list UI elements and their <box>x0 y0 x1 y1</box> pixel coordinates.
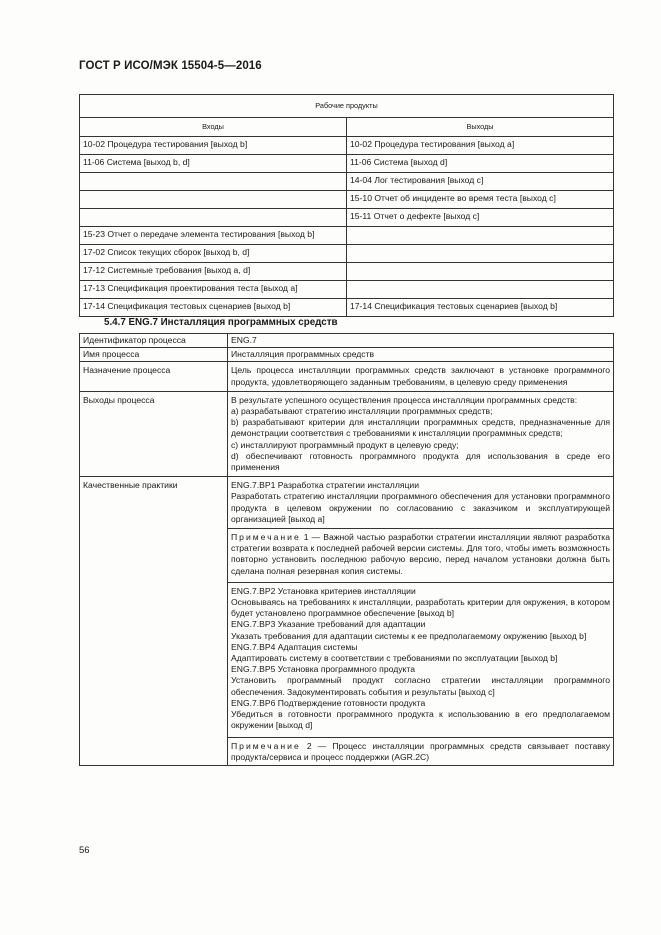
bp4-title: ENG.7.BP4 Адаптация системы <box>231 641 358 652</box>
input-cell <box>80 209 347 227</box>
bp6-title: ENG.7.BP6 Подтверждение готовности продукта <box>231 697 426 708</box>
table-row <box>80 245 614 263</box>
document-header: ГОСТ Р ИСО/МЭК 15504-5—2016 <box>79 60 262 72</box>
input-cell: 15-23 Отчет о передаче элемента тестирования [выход b] <box>80 227 347 245</box>
outcome-item: b) разрабатывают критерии для инсталляции программных средств, предназначенные для демонстрации соответствия с требованиями к инсталляции программных средств; <box>231 417 610 439</box>
input-cell: 17-13 Спецификация проектирования теста [выход a] <box>80 281 347 299</box>
input-cell <box>80 173 347 191</box>
bp5-text: Установить программный продукт согласно стратегии инсталляции программного обеспечения. Задокументировать события и результаты [выход c] <box>231 675 610 697</box>
process-outcomes-label: Выходы процесса <box>80 391 228 476</box>
outcome-item: d) обеспечивают готовность программного продукта для использования в среде его применения <box>231 450 610 473</box>
table-row <box>80 391 614 476</box>
input-cell: 17-02 Список текущих сборок [выход b, d] <box>80 245 347 263</box>
input-cell: 17-12 Системные требования [выход a, d] <box>80 263 347 281</box>
output-cell: 15-10 Отчет об инциденте во время теста [выход c] <box>347 191 614 209</box>
output-cell: 11-06 Система [выход d] <box>347 155 614 173</box>
output-cell <box>347 263 614 281</box>
table-row <box>80 281 614 299</box>
table-row <box>80 348 614 362</box>
table-row <box>80 334 614 348</box>
page-number: 56 <box>79 845 90 856</box>
outcome-item: c) инсталлируют программный продукт в целевую среду; <box>231 439 459 450</box>
note-1-text: 1 — Важной частью разработки стратегии инсталляции являют разработка стратегии возврата к последней рабочей версии системы. Для того, чтобы иметь возможность повторно установить последнюю рабочую версию, перед началом установки должна быть сделана полная резервная копия системы. <box>231 532 610 576</box>
outcome-item: a) разрабатывают стратегию инсталляции программных средств; <box>231 406 493 417</box>
output-cell <box>347 227 614 245</box>
output-cell: 15-11 Отчет о дефекте [выход c] <box>347 209 614 227</box>
process-outcomes-cell <box>228 391 614 476</box>
table-row <box>80 191 614 209</box>
process-table <box>79 333 614 766</box>
bp4-text: Адаптировать систему в соответствии с требованиями по эксплуатации [выход b] <box>231 653 558 664</box>
work-products-table <box>79 94 614 317</box>
table-row <box>80 362 614 391</box>
base-practices-cell <box>228 477 614 766</box>
table-row <box>80 299 614 317</box>
output-cell <box>347 281 614 299</box>
base-practices-label: Качественные практики <box>80 477 228 766</box>
bp2-title: ENG.7.BP2 Установка критериев инсталляции <box>231 585 416 596</box>
note-1-label: Примечание <box>231 532 301 543</box>
bp5-title: ENG.7.BP5 Установка программного продукта <box>231 664 415 675</box>
note-2-text: 2 — Процесс инсталляции программных средств связывает поставку продукта/сервиса и процесс поддержки (AGR.2C) <box>231 740 610 762</box>
note-1 <box>228 528 613 579</box>
output-cell <box>347 245 614 263</box>
output-cell: 17-14 Спецификация тестовых сценариев [выход b] <box>347 299 614 317</box>
section-heading: 5.4.7 ENG.7 Инсталляция программных средств <box>104 317 338 328</box>
bp2-bp6-block <box>228 582 613 734</box>
process-name-label: Имя процесса <box>80 348 228 362</box>
table-row <box>80 227 614 245</box>
bp3-text: Указать требования для адаптации системы к ее предполагаемому окружению [выход b] <box>231 630 587 641</box>
table-row <box>80 137 614 155</box>
inputs-header: Входы <box>80 118 347 137</box>
bp1-text: Разработать стратегию инсталляции программного обеспечения для установки программного продукта в целевом окружении по согласованию с заказчиком и эксплуатирующей организацией [выход a] <box>231 491 610 524</box>
input-cell: 10-02 Процедура тестирования [выход b] <box>80 137 347 155</box>
bp3-title: ENG.7.BP3 Указание требований для адаптации <box>231 619 426 630</box>
bp2-text: Основываясь на требованиях к инсталляции, разработать критерии для окружения, в котором будет установлено программное обеспечение [выход b] <box>231 597 610 619</box>
outputs-header: Выходы <box>347 118 614 137</box>
table-row <box>80 209 614 227</box>
table-row <box>80 263 614 281</box>
input-cell: 11-06 Система [выход b, d] <box>80 155 347 173</box>
bp6-text: Убедиться в готовности программного продукта к использованию в его предполагаемом окружении [выход d] <box>231 709 610 731</box>
outcomes-intro: В результате успешного осуществления процесса инсталляции программных средств: <box>231 394 578 405</box>
process-id-value: ENG.7 <box>228 334 614 348</box>
table-row <box>80 155 614 173</box>
input-cell: 17-14 Спецификация тестовых сценариев [выход b] <box>80 299 347 317</box>
process-id-label: Идентификатор процесса <box>80 334 228 348</box>
process-purpose-label: Назначение процесса <box>80 362 228 391</box>
input-cell <box>80 191 347 209</box>
note-2 <box>228 737 613 765</box>
note-2-label: Примечание <box>231 740 301 751</box>
work-products-caption: Рабочие продукты <box>80 95 614 118</box>
table-row <box>80 477 614 766</box>
output-cell: 14-04 Лог тестирования [выход c] <box>347 173 614 191</box>
table-row <box>80 173 614 191</box>
process-purpose-value: Цель процесса инсталляции программных средств заключают в установке программного продукта, удовлетворяющего заданным требованиям, в целевую среду применения <box>228 362 614 391</box>
output-cell: 10-02 Процедура тестирования [выход a] <box>347 137 614 155</box>
process-name-value: Инсталляция программных средств <box>228 348 614 362</box>
bp1-title: ENG.7.BP1 Разработка стратегии инсталляции <box>231 480 420 491</box>
